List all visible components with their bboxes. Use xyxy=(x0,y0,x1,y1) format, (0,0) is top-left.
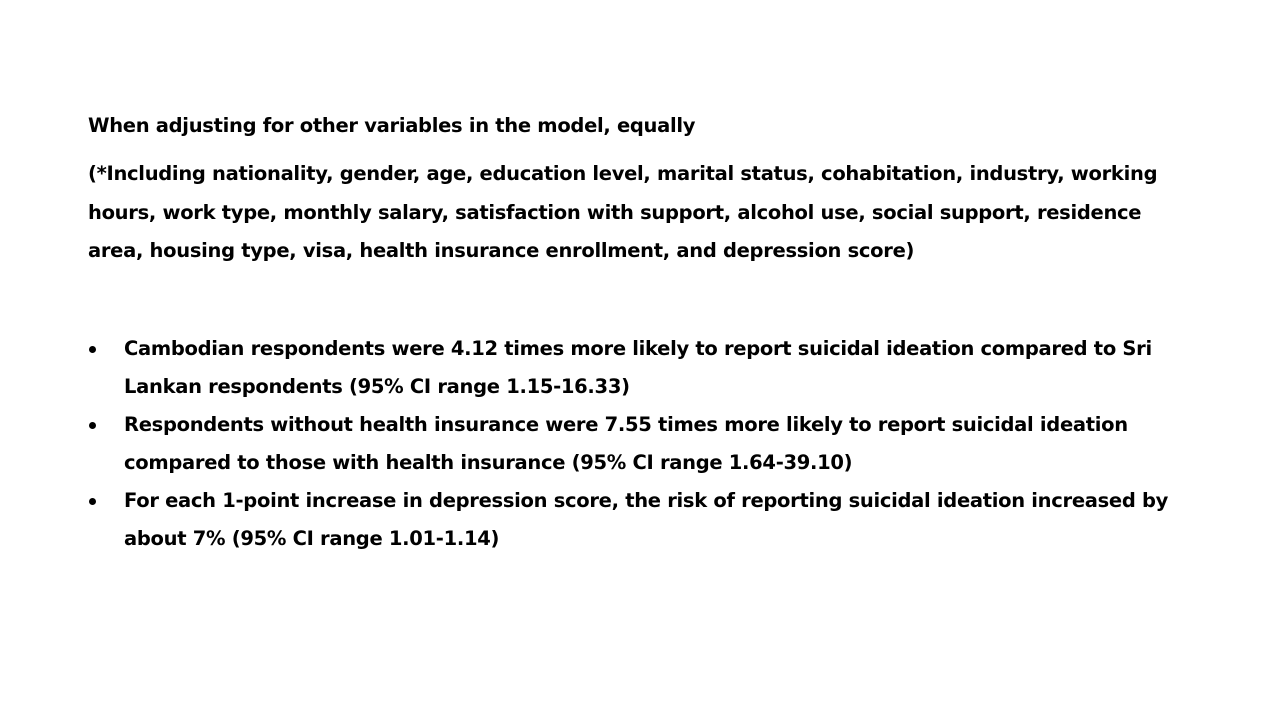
covariates-note: (*Including nationality, gender, age, education level, marital status, cohabitation, industry, working hours, work type, monthly salary, satisfaction with support, alcohol use, social support, residence area, housing type, visa, health insurance enrollment, and depression score) xyxy=(88,162,1158,262)
bullet-icon xyxy=(88,330,124,368)
finding-item xyxy=(88,482,1198,558)
finding-text: Respondents without health insurance were 7.55 times more likely to report suicidal ideation compared to those with health insurance (95% CI range 1.64-39.10) xyxy=(124,413,1128,474)
finding-item xyxy=(88,330,1198,406)
findings-list xyxy=(88,330,1198,558)
finding-item xyxy=(88,406,1198,482)
intro-text: When adjusting for other variables in the model, equally xyxy=(88,114,696,137)
bullet-icon xyxy=(88,482,124,520)
finding-text: For each 1-point increase in depression score, the risk of reporting suicidal ideation increased by about 7% (95% CI range 1.01-1.14) xyxy=(124,489,1169,550)
bullet-icon xyxy=(88,406,124,444)
finding-text: Cambodian respondents were 4.12 times more likely to report suicidal ideation compared to Sri Lankan respondents (95% CI range 1.15-16.33) xyxy=(124,337,1152,398)
